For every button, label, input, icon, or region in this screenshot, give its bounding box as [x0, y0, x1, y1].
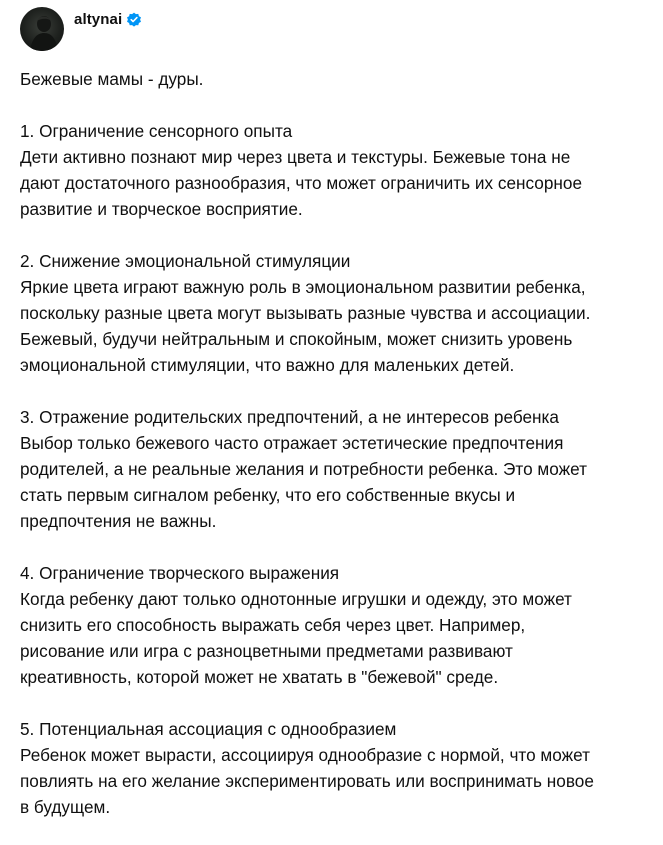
point-title: 5. Потенциальная ассоциация с однообразием [20, 719, 397, 739]
point-line: Когда ребенку дают только однотонные игрушки и одежду, это может [20, 589, 572, 609]
point-line: стать первым сигналом ребенку, что его собственные вкусы и [20, 485, 516, 505]
point-line: Ребенок может вырасти, ассоциируя однообразие с нормой, что может [20, 745, 590, 765]
point-4 [20, 560, 645, 690]
point-5 [20, 716, 645, 820]
point-line: креативность, которой может не хватать в "бежевой" среде. [20, 667, 499, 687]
point-2 [20, 248, 645, 378]
point-title: 2. Снижение эмоциональной стимуляции [20, 251, 351, 271]
post-header [20, 7, 142, 51]
post-body [20, 66, 645, 820]
point-line: родителей, а не реальные желания и потребности ребенка. Это может [20, 459, 587, 479]
point-title: 1. Ограничение сенсорного опыта [20, 121, 293, 141]
point-line: снизить его способность выражать себя через цвет. Например, [20, 615, 526, 635]
author-row [74, 11, 142, 28]
point-line: рисование или игра с разноцветными предметами развивают [20, 641, 513, 661]
point-line: повлиять на его желание экспериментировать или воспринимать новое [20, 771, 594, 791]
point-line: Выбор только бежевого часто отражает эстетические предпочтения [20, 433, 564, 453]
point-line: развитие и творческое восприятие. [20, 199, 303, 219]
verified-badge-icon [126, 12, 142, 28]
avatar-photo-icon [20, 7, 64, 51]
point-line: Дети активно познают мир через цвета и текстуры. Бежевые тона не [20, 147, 571, 167]
username[interactable]: altynai [74, 11, 123, 28]
point-title: 3. Отражение родительских предпочтений, а не интересов ребенка [20, 407, 559, 427]
point-3 [20, 404, 645, 534]
point-line: эмоциональной стимуляции, что важно для маленьких детей. [20, 355, 515, 375]
avatar[interactable] [20, 7, 64, 51]
point-line: дают достаточного разнообразия, что может ограничить их сенсорное [20, 173, 583, 193]
post-intro: Бежевые мамы - дуры. [20, 69, 204, 89]
point-title: 4. Ограничение творческого выражения [20, 563, 340, 583]
point-line: Яркие цвета играют важную роль в эмоциональном развитии ребенка, [20, 277, 586, 297]
point-line: предпочтения не важны. [20, 511, 217, 531]
point-line: Бежевый, будучи нейтральным и спокойным, может снизить уровень [20, 329, 573, 349]
point-1 [20, 118, 645, 222]
point-line: поскольку разные цвета могут вызывать разные чувства и ассоциации. [20, 303, 591, 323]
point-line: в будущем. [20, 797, 111, 817]
